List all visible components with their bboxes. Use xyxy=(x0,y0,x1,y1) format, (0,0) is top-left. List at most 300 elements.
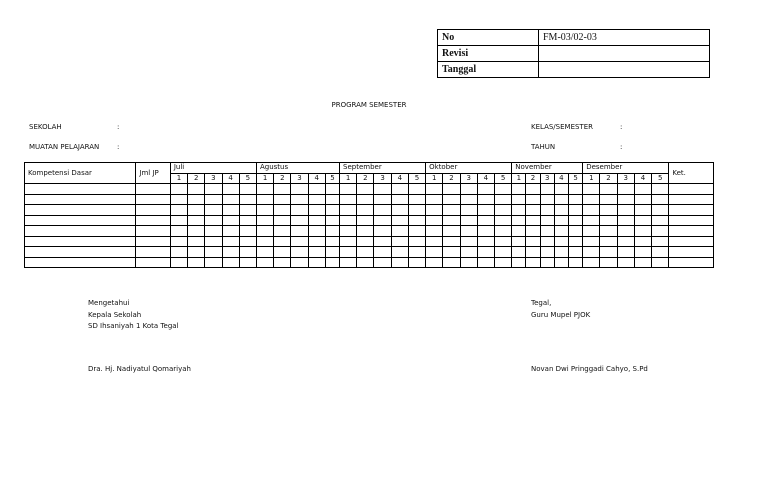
table-cell xyxy=(526,205,540,216)
table-cell xyxy=(256,247,273,258)
table-cell xyxy=(170,257,187,268)
table-cell xyxy=(600,257,617,268)
table-cell xyxy=(477,257,494,268)
table-cell xyxy=(583,226,600,237)
field-muatan-label: MUATAN PELAJARAN xyxy=(29,143,100,151)
table-cell xyxy=(495,194,512,205)
table-cell xyxy=(583,184,600,195)
header-month: Oktober xyxy=(426,163,512,174)
header-jml-jp: Jml JP xyxy=(136,163,170,184)
week-number: 3 xyxy=(617,173,634,184)
field-sekolah-label: SEKOLAH xyxy=(29,123,62,131)
table-cell xyxy=(340,194,357,205)
table-cell xyxy=(495,184,512,195)
table-cell xyxy=(540,226,554,237)
table-cell xyxy=(170,226,187,237)
table-cell xyxy=(274,226,291,237)
table-cell xyxy=(274,184,291,195)
table-cell xyxy=(495,205,512,216)
table-cell xyxy=(408,194,425,205)
week-number: 5 xyxy=(408,173,425,184)
table-cell xyxy=(205,205,222,216)
table-cell xyxy=(408,184,425,195)
table-cell xyxy=(188,236,205,247)
table-cell xyxy=(477,205,494,216)
week-number: 4 xyxy=(634,173,651,184)
table-cell xyxy=(512,257,526,268)
field-tahun-colon: : xyxy=(620,143,623,151)
table-cell xyxy=(426,236,443,247)
table-cell xyxy=(526,236,540,247)
week-number: 1 xyxy=(583,173,600,184)
table-cell xyxy=(600,236,617,247)
table-cell xyxy=(188,247,205,258)
table-cell xyxy=(443,226,460,237)
table-cell xyxy=(222,236,239,247)
table-cell xyxy=(308,247,325,258)
table-cell xyxy=(408,215,425,226)
table-cell xyxy=(205,236,222,247)
week-number: 4 xyxy=(477,173,494,184)
table-cell xyxy=(170,247,187,258)
field-tahun-label: TAHUN xyxy=(531,143,556,151)
table-cell xyxy=(205,215,222,226)
table-cell xyxy=(652,194,669,205)
table-cell xyxy=(256,236,273,247)
table-cell xyxy=(325,257,339,268)
table-cell xyxy=(256,205,273,216)
table-cell xyxy=(600,194,617,205)
table-cell xyxy=(239,247,256,258)
header-month: September xyxy=(340,163,426,174)
table-cell xyxy=(274,205,291,216)
table-cell xyxy=(340,247,357,258)
table-cell xyxy=(477,247,494,258)
table-cell xyxy=(554,194,568,205)
sig-left-name: Dra. Hj. Nadiyatul Qomariyah xyxy=(88,365,191,373)
table-cell xyxy=(25,215,136,226)
table-cell xyxy=(512,226,526,237)
table-cell xyxy=(634,226,651,237)
table-cell xyxy=(583,194,600,205)
table-cell xyxy=(274,247,291,258)
table-row xyxy=(25,257,714,268)
table-cell xyxy=(205,247,222,258)
table-cell xyxy=(340,215,357,226)
table-cell xyxy=(357,226,374,237)
table-cell xyxy=(600,184,617,195)
table-cell xyxy=(291,215,308,226)
table-cell xyxy=(426,257,443,268)
header-ket: Ket. xyxy=(669,163,714,184)
table-cell xyxy=(170,194,187,205)
table-cell xyxy=(391,236,408,247)
table-cell xyxy=(188,226,205,237)
table-cell xyxy=(391,215,408,226)
table-cell xyxy=(340,236,357,247)
table-cell xyxy=(554,184,568,195)
table-cell xyxy=(634,247,651,258)
table-cell xyxy=(357,194,374,205)
table-cell xyxy=(583,236,600,247)
table-cell xyxy=(426,215,443,226)
week-number: 3 xyxy=(374,173,391,184)
table-cell xyxy=(443,194,460,205)
table-cell xyxy=(568,226,582,237)
table-cell xyxy=(222,257,239,268)
field-muatan-colon: : xyxy=(117,143,120,151)
table-cell xyxy=(222,247,239,258)
week-number: 4 xyxy=(391,173,408,184)
week-number: 2 xyxy=(357,173,374,184)
header-month: Agustus xyxy=(256,163,339,174)
signature-right xyxy=(531,298,590,321)
table-cell xyxy=(600,215,617,226)
table-cell xyxy=(408,226,425,237)
table-cell xyxy=(340,184,357,195)
table-cell xyxy=(408,205,425,216)
week-number: 1 xyxy=(170,173,187,184)
sig-left-line3: SD Ihsaniyah 1 Kota Tegal xyxy=(88,322,179,330)
table-cell xyxy=(308,184,325,195)
table-cell xyxy=(526,184,540,195)
table-cell xyxy=(568,194,582,205)
table-cell xyxy=(325,226,339,237)
table-cell xyxy=(583,215,600,226)
doc-info-value: FM-03/02-03 xyxy=(539,30,710,46)
doc-info-row-no xyxy=(438,30,710,46)
sig-right-line1: Tegal, xyxy=(531,299,552,307)
table-cell xyxy=(669,215,714,226)
table-cell xyxy=(526,194,540,205)
table-cell xyxy=(274,236,291,247)
table-cell xyxy=(669,194,714,205)
table-cell xyxy=(568,184,582,195)
table-cell xyxy=(391,194,408,205)
table-cell xyxy=(325,247,339,258)
table-cell xyxy=(583,257,600,268)
table-row xyxy=(25,184,714,195)
table-cell xyxy=(477,215,494,226)
field-kelas-colon: : xyxy=(620,123,623,131)
sig-right-line2: Guru Mupel PJOK xyxy=(531,310,591,319)
table-cell xyxy=(239,184,256,195)
table-cell xyxy=(170,236,187,247)
week-number: 4 xyxy=(222,173,239,184)
table-cell xyxy=(340,257,357,268)
table-cell xyxy=(460,205,477,216)
table-cell xyxy=(554,226,568,237)
table-cell xyxy=(222,184,239,195)
table-cell xyxy=(634,257,651,268)
table-cell xyxy=(205,257,222,268)
week-number: 3 xyxy=(205,173,222,184)
week-number: 5 xyxy=(325,173,339,184)
header-month: Desember xyxy=(583,163,669,174)
table-cell xyxy=(308,226,325,237)
table-cell xyxy=(512,247,526,258)
table-cell xyxy=(652,226,669,237)
table-cell xyxy=(652,236,669,247)
table-cell xyxy=(374,247,391,258)
table-cell xyxy=(136,215,170,226)
table-cell xyxy=(325,236,339,247)
table-cell xyxy=(25,184,136,195)
table-cell xyxy=(274,194,291,205)
table-cell xyxy=(512,205,526,216)
table-cell xyxy=(617,184,634,195)
table-row xyxy=(25,226,714,237)
doc-info-row-revisi xyxy=(438,46,710,62)
table-cell xyxy=(291,257,308,268)
sig-left-line2: Kepala Sekolah xyxy=(88,310,142,319)
table-cell xyxy=(25,236,136,247)
table-cell xyxy=(443,184,460,195)
table-cell xyxy=(222,194,239,205)
table-cell xyxy=(634,184,651,195)
table-cell xyxy=(526,247,540,258)
table-cell xyxy=(669,226,714,237)
table-cell xyxy=(426,184,443,195)
table-cell xyxy=(408,257,425,268)
table-cell xyxy=(308,205,325,216)
table-cell xyxy=(460,194,477,205)
table-cell xyxy=(669,236,714,247)
table-cell xyxy=(391,257,408,268)
table-cell xyxy=(426,247,443,258)
table-cell xyxy=(136,184,170,195)
table-cell xyxy=(325,215,339,226)
table-cell xyxy=(526,226,540,237)
table-cell xyxy=(477,194,494,205)
table-cell xyxy=(669,247,714,258)
week-number: 2 xyxy=(274,173,291,184)
table-cell xyxy=(460,226,477,237)
table-cell xyxy=(136,194,170,205)
table-cell xyxy=(374,257,391,268)
table-row xyxy=(25,205,714,216)
table-cell xyxy=(495,226,512,237)
table-cell xyxy=(554,215,568,226)
table-row xyxy=(25,215,714,226)
table-cell xyxy=(568,215,582,226)
table-cell xyxy=(25,205,136,216)
week-number: 3 xyxy=(460,173,477,184)
table-cell xyxy=(554,236,568,247)
table-cell xyxy=(374,184,391,195)
table-cell xyxy=(256,184,273,195)
table-cell xyxy=(25,257,136,268)
header-kompetensi-dasar: Kompetensi Dasar xyxy=(25,163,136,184)
table-cell xyxy=(568,236,582,247)
table-cell xyxy=(222,226,239,237)
table-cell xyxy=(340,205,357,216)
table-cell xyxy=(426,226,443,237)
table-cell xyxy=(617,194,634,205)
table-cell xyxy=(617,247,634,258)
table-cell xyxy=(357,247,374,258)
table-cell xyxy=(634,236,651,247)
table-cell xyxy=(374,236,391,247)
table-cell xyxy=(600,226,617,237)
week-number: 1 xyxy=(256,173,273,184)
table-cell xyxy=(188,215,205,226)
doc-info-label: Tanggal xyxy=(438,62,539,78)
table-cell xyxy=(239,194,256,205)
table-cell xyxy=(325,205,339,216)
table-cell xyxy=(25,194,136,205)
sig-left-line1: Mengetahui xyxy=(88,299,130,307)
sig-right-name: Novan Dwi Pringgadi Cahyo, S.Pd xyxy=(531,365,648,373)
table-cell xyxy=(460,257,477,268)
table-header-row xyxy=(25,163,714,174)
table-cell xyxy=(460,184,477,195)
table-cell xyxy=(540,257,554,268)
header-month: November xyxy=(512,163,583,174)
table-cell xyxy=(136,257,170,268)
table-cell xyxy=(669,257,714,268)
week-number: 4 xyxy=(308,173,325,184)
table-cell xyxy=(477,236,494,247)
week-number: 2 xyxy=(600,173,617,184)
table-cell xyxy=(443,205,460,216)
week-number: 2 xyxy=(188,173,205,184)
table-cell xyxy=(291,184,308,195)
table-cell xyxy=(652,257,669,268)
week-number: 4 xyxy=(554,173,568,184)
table-cell xyxy=(374,226,391,237)
table-cell xyxy=(170,205,187,216)
table-cell xyxy=(391,205,408,216)
table-cell xyxy=(170,215,187,226)
table-cell xyxy=(357,257,374,268)
table-cell xyxy=(652,184,669,195)
table-cell xyxy=(443,247,460,258)
table-cell xyxy=(408,247,425,258)
table-cell xyxy=(291,226,308,237)
table-cell xyxy=(617,257,634,268)
table-cell xyxy=(617,236,634,247)
week-number: 1 xyxy=(512,173,526,184)
table-cell xyxy=(617,215,634,226)
week-number: 3 xyxy=(540,173,554,184)
table-cell xyxy=(205,226,222,237)
table-cell xyxy=(512,236,526,247)
table-cell xyxy=(239,226,256,237)
table-cell xyxy=(583,247,600,258)
table-cell xyxy=(291,194,308,205)
table-cell xyxy=(408,236,425,247)
table-cell xyxy=(495,215,512,226)
table-cell xyxy=(136,205,170,216)
table-cell xyxy=(188,194,205,205)
table-cell xyxy=(540,205,554,216)
table-cell xyxy=(512,184,526,195)
table-cell xyxy=(554,247,568,258)
table-cell xyxy=(540,247,554,258)
table-cell xyxy=(568,257,582,268)
table-cell xyxy=(374,194,391,205)
table-cell xyxy=(426,205,443,216)
table-cell xyxy=(188,257,205,268)
table-cell xyxy=(512,215,526,226)
table-cell xyxy=(291,236,308,247)
doc-info-value xyxy=(539,46,710,62)
table-cell xyxy=(554,257,568,268)
table-cell xyxy=(512,194,526,205)
week-number: 5 xyxy=(652,173,669,184)
table-row xyxy=(25,194,714,205)
table-cell xyxy=(170,184,187,195)
table-cell xyxy=(325,184,339,195)
table-cell xyxy=(568,205,582,216)
doc-info-row-tanggal xyxy=(438,62,710,78)
table-cell xyxy=(340,226,357,237)
document-title: PROGRAM SEMESTER xyxy=(331,101,407,109)
table-cell xyxy=(256,257,273,268)
table-cell xyxy=(222,205,239,216)
week-number: 1 xyxy=(340,173,357,184)
table-cell xyxy=(308,236,325,247)
table-cell xyxy=(256,194,273,205)
week-number: 2 xyxy=(443,173,460,184)
table-cell xyxy=(205,194,222,205)
table-cell xyxy=(652,215,669,226)
table-cell xyxy=(495,236,512,247)
table-cell xyxy=(526,215,540,226)
table-cell xyxy=(600,247,617,258)
table-cell xyxy=(460,236,477,247)
table-cell xyxy=(239,236,256,247)
table-cell xyxy=(308,194,325,205)
table-cell xyxy=(443,257,460,268)
table-cell xyxy=(540,215,554,226)
week-number: 1 xyxy=(426,173,443,184)
field-sekolah-colon: : xyxy=(117,123,120,131)
table-cell xyxy=(136,236,170,247)
table-cell xyxy=(239,205,256,216)
doc-info-label: No xyxy=(438,30,539,46)
table-cell xyxy=(617,226,634,237)
table-cell xyxy=(391,184,408,195)
table-cell xyxy=(477,226,494,237)
table-cell xyxy=(460,247,477,258)
table-cell xyxy=(291,205,308,216)
table-cell xyxy=(256,215,273,226)
table-cell xyxy=(239,257,256,268)
week-number: 5 xyxy=(495,173,512,184)
table-cell xyxy=(652,247,669,258)
table-cell xyxy=(222,215,239,226)
table-cell xyxy=(443,215,460,226)
table-cell xyxy=(526,257,540,268)
table-cell xyxy=(291,247,308,258)
table-cell xyxy=(600,205,617,216)
table-cell xyxy=(568,247,582,258)
table-cell xyxy=(634,194,651,205)
table-cell xyxy=(308,257,325,268)
table-cell xyxy=(308,215,325,226)
table-cell xyxy=(540,236,554,247)
table-cell xyxy=(391,247,408,258)
week-number: 2 xyxy=(526,173,540,184)
table-cell xyxy=(136,226,170,237)
table-cell xyxy=(188,184,205,195)
table-cell xyxy=(239,215,256,226)
week-number: 5 xyxy=(239,173,256,184)
doc-info-label: Revisi xyxy=(438,46,539,62)
table-cell xyxy=(495,257,512,268)
